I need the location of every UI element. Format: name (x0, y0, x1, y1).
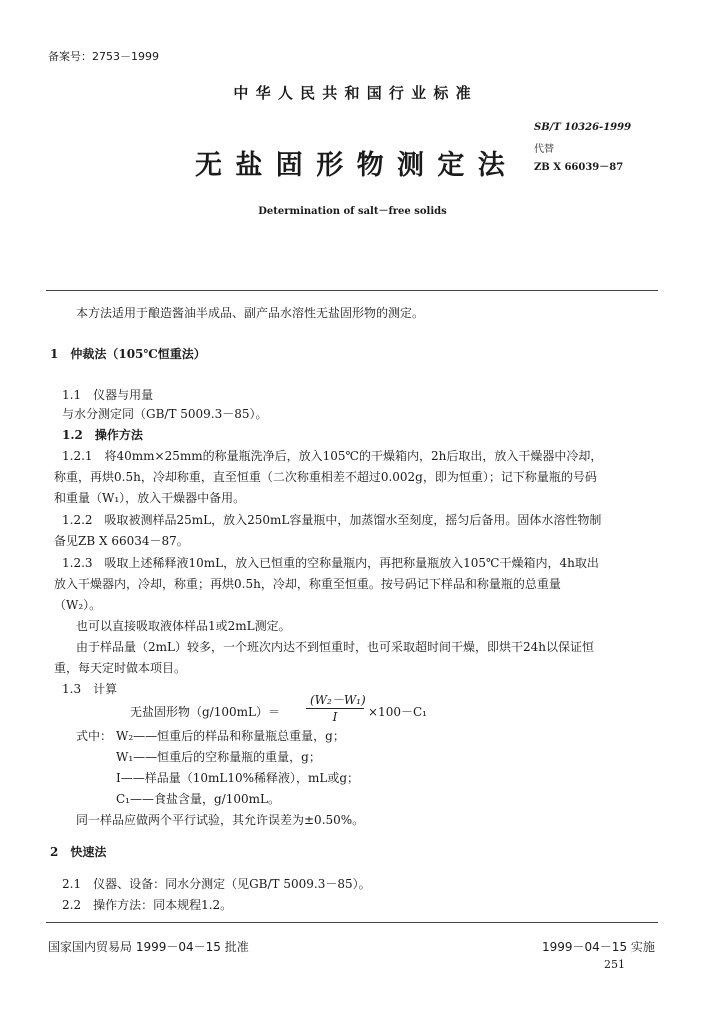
section-1-2-3-line: 1.2.3 吸取上述稀释液10mL，放入已恒重的空称量瓶内，再把称量瓶放入105℃干燥箱内，4h取出 (62, 556, 599, 570)
section-1-2-1-line: 称重，再烘0.5h，冷却称重，直至恒重（二次称重相差不超过0.002g，即为恒重）；记下称量瓶的号码 (54, 470, 597, 484)
section-1-2-heading: 1.2 操作方法 (62, 428, 143, 442)
record-number: 备案号：2753－1999 (48, 50, 159, 63)
replaced-code: ZB X 66039－87 (534, 162, 624, 173)
approval-line: 国家国内贸易局 1999－04－15 批准 (48, 940, 249, 954)
standard-code: SB/T 10326-1999 (534, 122, 632, 133)
note-line: 重，每天定时做本项目。 (54, 661, 187, 675)
section-1-2-1-line: 和重量（W₁），放入干燥器中备用。 (54, 491, 246, 505)
effective-date: 1999－04－15 实施 (542, 940, 655, 954)
section-1-2-1-line: 1.2.1 将40mm×25mm的称量瓶洗净后，放入105℃的干燥箱内，2h后取出，放入干燥器中冷却， (62, 449, 603, 463)
note-line: 由于样品量（2mL）较多，一个班次内达不到恒重时，也可采取超时间干燥，即烘干24h以保证恒 (76, 640, 594, 654)
where-label: 式中： (76, 729, 113, 743)
section-2-2-text: 2.2 操作方法：同本规程1.2。 (62, 898, 233, 912)
section-1-heading: 1 仲裁法（105℃恒重法） (50, 347, 206, 361)
formula-tail: ×100－C₁ (368, 705, 427, 719)
formula-numerator: (W₂－W₁) (310, 693, 366, 707)
section-1-2-3-line: 放入干燥器内，冷却，称重；再烘0.5h，冷却，称重至恒重。按号码记下样品和称量瓶的总重量 (54, 577, 561, 591)
formula-denominator: I (332, 710, 338, 724)
section-1-2-2-line: 备见ZB X 66034－87。 (54, 534, 189, 548)
footer-divider (46, 922, 658, 923)
section-1-2-3-line: （W₂）。 (54, 598, 102, 612)
tolerance-text: 同一样品应做两个平行试验，其允许误差为±0.50%。 (76, 813, 365, 827)
section-1-3-heading: 1.3 计算 (62, 682, 118, 696)
replaces-label: 代替 (534, 144, 554, 155)
where-item: W₂——恒重后的样品和称量瓶总重量，g； (116, 729, 345, 743)
document-title: 无 盐 固 形 物 测 定 法 (195, 150, 507, 181)
standard-category: 中 华 人 民 共 和 国 行 业 标 准 (233, 84, 472, 102)
header-divider (46, 290, 658, 291)
english-subtitle: Determination of salt－free solids (258, 206, 447, 217)
page-number: 251 (604, 958, 625, 971)
section-1-1-text: 与水分测定同（GB/T 5009.3－85）。 (62, 407, 268, 421)
section-1-2-2-line: 1.2.2 吸取被测样品25mL，放入250mL容量瓶中，加蒸馏水至刻度，摇匀后备用。固体水溶性物制 (62, 513, 602, 527)
note-line: 也可以直接吸取液体样品1或2mL测定。 (76, 619, 291, 633)
section-2-heading: 2 快速法 (50, 845, 107, 859)
where-item: I——样品量（10mL10%稀释液），mL或g； (116, 771, 360, 785)
formula-label: 无盐固形物（g/100mL）＝ (130, 705, 280, 719)
section-1-1-heading: 1.1 仪器与用量 (62, 388, 154, 402)
intro-text: 本方法适用于酿造酱油半成品、副产品水溶性无盐固形物的测定。 (76, 306, 425, 320)
where-item: W₁——恒重后的空称量瓶的重量，g； (116, 750, 321, 764)
formula-fraction-bar (306, 708, 364, 709)
where-item: C₁——食盐含量，g/100mL。 (116, 792, 280, 806)
section-2-1-text: 2.1 仪器、设备：同水分测定（见GB/T 5009.3－85）。 (62, 877, 371, 891)
